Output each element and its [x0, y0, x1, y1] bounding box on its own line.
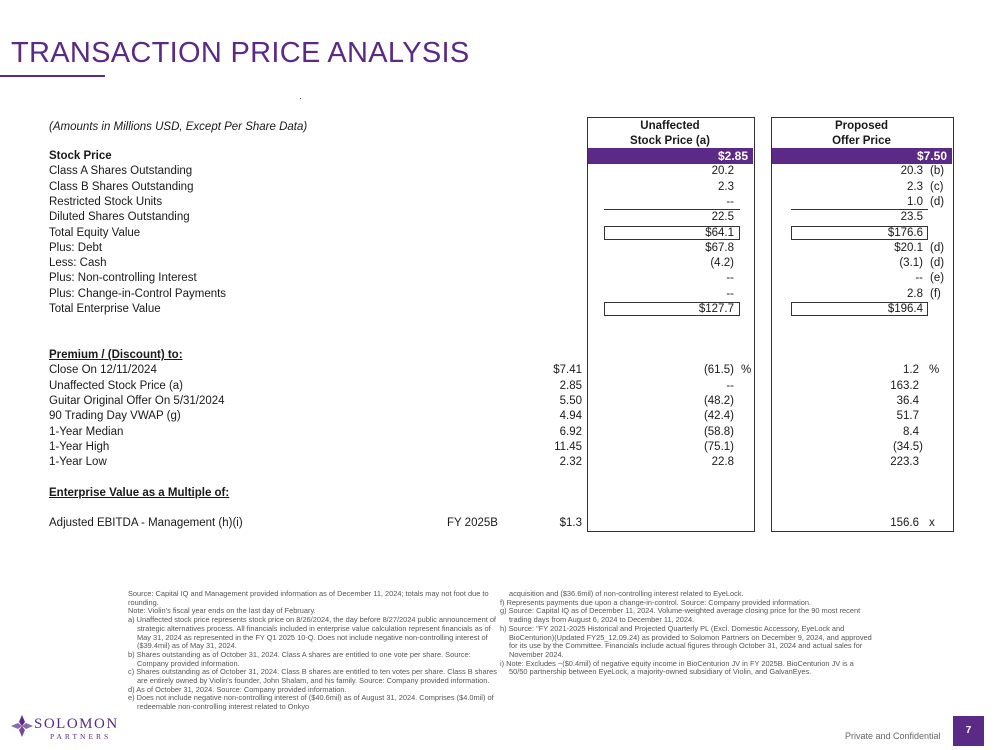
row-label: Diluted Shares Outstanding — [49, 211, 190, 223]
unaffected-header-line2: Stock Price (a) — [630, 135, 710, 147]
premium-row-proposed-suffix: % — [929, 364, 940, 376]
row-unaffected: 22.5 — [711, 211, 734, 223]
row-label: Total Enterprise Value — [49, 303, 161, 315]
unaffected-header-line1: Unaffected — [640, 120, 700, 132]
premium-row-label: Guitar Original Offer On 5/31/2024 — [49, 395, 225, 407]
row-label: Plus: Debt — [49, 242, 103, 254]
premium-row-unaffected: (48.2) — [703, 395, 734, 407]
proposed-column-box — [771, 117, 954, 532]
ev-multiple-suffix: x — [929, 517, 935, 529]
row-unaffected: 20.2 — [711, 165, 734, 177]
row-unaffected: $127.7 — [698, 303, 734, 315]
premium-row-unaffected-suffix: % — [741, 364, 752, 376]
row-unaffected: 2.3 — [718, 181, 734, 193]
premium-row-proposed: 51.7 — [896, 410, 919, 422]
premium-row-ref: 2.32 — [559, 456, 582, 468]
footnote: i) Note: Excludes ~($0.4mil) of negative equity income in BioCenturion JV in FY 2025B. BioCenturion JV is a 50/50 partnership between EyeLock, a majority-owned subsidiary of Violin, and GalvanEyes. — [500, 658, 854, 677]
row-note: (e) — [930, 272, 945, 284]
row-unaffected: (4.2) — [710, 257, 734, 269]
footnote: c) Shares outstanding as of October 31, 2024. Class B shares are entitled to ten votes per share. Class B shares are entirely owned by Violin's founder, John Shalam, and his family. Source: Company provided information. — [128, 667, 497, 686]
row-proposed: 23.5 — [900, 211, 923, 223]
unaffected-column-header — [587, 119, 753, 149]
premium-row-unaffected: (75.1) — [703, 441, 734, 453]
row-note: (d) — [930, 196, 945, 208]
footnotes-left — [128, 590, 500, 712]
premium-row-label: 1-Year High — [49, 441, 110, 453]
stock-price-proposed: $7.50 — [772, 148, 952, 164]
premium-row-proposed: (34.5) — [892, 441, 923, 453]
premium-row-unaffected: -- — [726, 380, 734, 392]
footnote: Note: Violin's fiscal year ends on the last day of February. — [128, 606, 316, 616]
confidential-label: Private and Confidential — [845, 731, 941, 741]
stray-dot — [300, 98, 301, 99]
premium-row-ref: 5.50 — [559, 395, 582, 407]
premium-row-ref: 2.85 — [559, 380, 582, 392]
ev-multiple-proposed: 156.6 — [890, 517, 919, 529]
premium-row-unaffected: (58.8) — [703, 426, 734, 438]
row-label: Class B Shares Outstanding — [49, 181, 194, 193]
footnote: b) Shares outstanding as of October 31, 2024. Class A shares are entitled to one vote per share. Source: Company provided information. — [128, 649, 471, 668]
row-label: Class A Shares Outstanding — [49, 165, 193, 177]
row-label: Plus: Change-in-Control Payments — [49, 288, 227, 300]
row-proposed: -- — [915, 272, 923, 284]
row-note: (d) — [930, 257, 945, 269]
premium-row-label: Close On 12/11/2024 — [49, 364, 157, 376]
title-underline — [0, 75, 105, 77]
row-unaffected: $67.8 — [705, 242, 734, 254]
row-note: (c) — [930, 181, 944, 193]
premium-row-ref: 4.94 — [559, 410, 582, 422]
solomon-logo-icon — [10, 714, 34, 738]
row-proposed: 2.3 — [907, 181, 923, 193]
footnote: d) As of October 31, 2024. Source: Company provided information. — [128, 684, 347, 694]
row-unaffected: $64.1 — [705, 227, 734, 239]
footnote: g) Source: Capital IQ as of December 11, 2024. Volume-weighted average closing price for the 90 most recent trading days from August 6, 2024 to December 11, 2024. — [500, 606, 861, 625]
page-number: 7 — [953, 716, 984, 746]
premium-row-ref: 6.92 — [559, 426, 582, 438]
premium-row-label: 1-Year Low — [49, 456, 107, 468]
row-label: Less: Cash — [49, 257, 107, 269]
row-proposed: 1.0 — [907, 196, 923, 208]
row-unaffected: -- — [726, 196, 734, 208]
premium-heading: Premium / (Discount) to: — [49, 349, 183, 361]
proposed-header-line1: Proposed — [834, 120, 889, 132]
ev-multiple-ref: $1.3 — [559, 517, 582, 529]
row-label: Restricted Stock Units — [49, 196, 163, 208]
footnote: f) Represents payments due upon a change-in-control. Source: Company provided information. — [500, 597, 811, 607]
footnotes-right — [500, 590, 872, 677]
premium-row-proposed: 36.4 — [896, 395, 919, 407]
premium-row-unaffected: 22.8 — [711, 456, 734, 468]
footnote: acquisition and ($36.6mil) of non-controlling interest related to EyeLock. — [509, 589, 744, 598]
footnote: Source: Capital IQ and Management provided information as of December 11, 2024; totals may not foot due to rounding. — [128, 589, 489, 607]
units-note: (Amounts in Millions USD, Except Per Share Data) — [49, 121, 308, 133]
ev-multiple-label: Adjusted EBITDA - Management (h)(i) — [49, 517, 243, 529]
row-proposed: 2.8 — [907, 288, 923, 300]
row-proposed: $176.6 — [887, 227, 923, 239]
logo-wordmark: SOLOMON — [34, 716, 119, 732]
premium-row-unaffected: (61.5) — [703, 364, 734, 376]
row-proposed: 20.3 — [900, 165, 923, 177]
row-note: (b) — [930, 165, 945, 177]
row-note: (f) — [930, 288, 941, 300]
premium-row-label: Unaffected Stock Price (a) — [49, 380, 184, 392]
premium-row-proposed: 8.4 — [903, 426, 919, 438]
stock-price-label: Stock Price — [49, 150, 112, 162]
row-note: (d) — [930, 242, 945, 254]
footnote: e) Does not include negative non-controlling interest of ($40.6mil) as of August 31, 2024. Comprises ($4.0mil) of redeemable non-controlling interest related to Onkyo — [128, 693, 494, 712]
ev-multiple-period: FY 2025B — [447, 517, 498, 529]
premium-row-proposed: 1.2 — [903, 364, 919, 376]
premium-row-proposed: 163.2 — [890, 380, 919, 392]
logo-subtitle: PARTNERS — [50, 732, 112, 741]
row-proposed: $196.4 — [887, 303, 923, 315]
premium-row-unaffected: (42.4) — [703, 410, 734, 422]
footnote: a) Unaffected stock price represents stock price on 8/26/2024, the day before 8/27/2024 public announcement of strategic alternatives process. All financials included in enterprise value calculation represent financials as of May 31, 2024 as represented in the FY Q1 2025 10-Q. Does not include negative non-controlling interest of ($39.4mil) as of May 31, 2024. — [128, 615, 496, 651]
footnote: h) Source: "FY 2021-2025 Historical and Projected Quarterly PL (Excl. Domestic Accessory, EyeLock and BioCenturion)(Updated FY25_12.09.24) as provided to Solomon Partners on December 9, 2024, and approved for its use by the Committee. Financials include actual figures through October 31, 2024 and actual sales for November 2024. — [500, 623, 872, 659]
premium-row-ref: 11.45 — [554, 441, 582, 453]
proposed-column-header — [771, 119, 952, 149]
row-unaffected: -- — [726, 288, 734, 300]
row-proposed: $20.1 — [894, 242, 923, 254]
proposed-header-line2: Offer Price — [832, 135, 891, 147]
row-label: Plus: Non-controlling Interest — [49, 272, 197, 284]
stock-price-unaffected: $2.85 — [588, 148, 753, 164]
premium-row-label: 90 Trading Day VWAP (g) — [49, 410, 181, 422]
premium-row-proposed: 223.3 — [890, 456, 919, 468]
row-proposed: (3.1) — [899, 257, 923, 269]
row-label: Total Equity Value — [49, 227, 141, 239]
premium-row-ref: $7.41 — [553, 364, 582, 376]
ev-multiple-heading: Enterprise Value as a Multiple of: — [49, 487, 230, 499]
premium-row-label: 1-Year Median — [49, 426, 124, 438]
row-unaffected: -- — [726, 272, 734, 284]
page-title: TRANSACTION PRICE ANALYSIS — [11, 37, 470, 69]
